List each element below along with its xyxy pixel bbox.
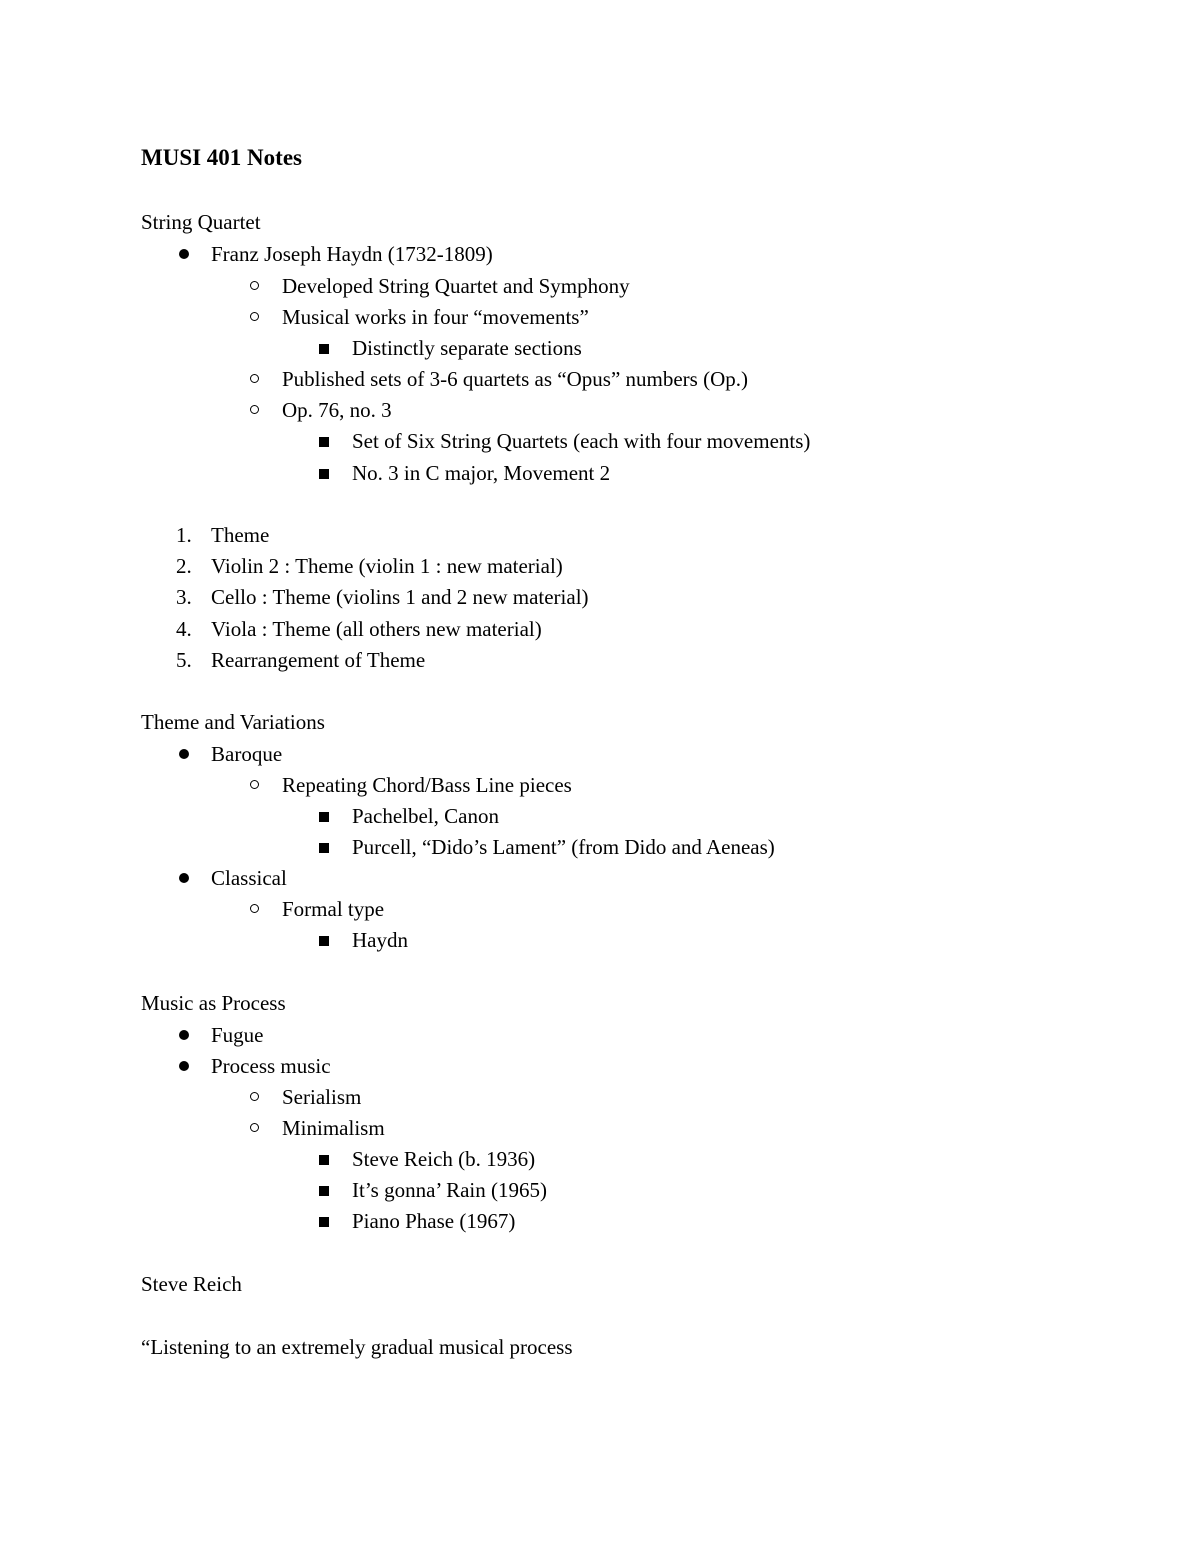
page-title: MUSI 401 Notes [141,145,302,170]
section-heading-theme-variations: Theme and Variations [141,710,325,734]
list-number: 5. [176,648,192,672]
list-item: Formal type [282,896,384,922]
list-item: Serialism [282,1084,361,1110]
bullet-disc-icon [179,873,189,883]
list-number: 2. [176,554,192,578]
section-heading-music-process: Music as Process [141,991,286,1015]
list-item: Fugue [211,1022,264,1048]
bullet-disc-icon [179,1030,189,1040]
bullet-square-icon [319,1155,329,1165]
section-heading-string-quartet: String Quartet [141,210,261,234]
list-item: No. 3 in C major, Movement 2 [352,460,610,486]
bullet-square-icon [319,1217,329,1227]
list-item: Musical works in four “movements” [282,304,589,330]
bullet-circle-icon [250,374,259,383]
list-item: Piano Phase (1967) [352,1208,515,1234]
bullet-circle-icon [250,1123,259,1132]
list-item: Haydn [352,927,408,953]
bullet-square-icon [319,469,329,479]
list-item: Classical [211,865,287,891]
bullet-square-icon [319,936,329,946]
list-item: Op. 76, no. 3 [282,397,392,423]
list-item: Minimalism [282,1115,385,1141]
numbered-item: 4. Viola : Theme (all others new material) [176,617,542,641]
bullet-circle-icon [250,405,259,414]
numbered-item: 2. Violin 2 : Theme (violin 1 : new material) [176,554,563,578]
section-heading-steve-reich: Steve Reich [141,1272,242,1296]
list-item: Franz Joseph Haydn (1732-1809) [211,241,493,267]
bullet-square-icon [319,812,329,822]
bullet-circle-icon [250,780,259,789]
list-item: Developed String Quartet and Symphony [282,273,630,299]
list-item: Process music [211,1053,331,1079]
list-item: Baroque [211,741,282,767]
numbered-item: 3. Cello : Theme (violins 1 and 2 new material) [176,585,589,609]
quote-paragraph: “Listening to an extremely gradual musical process [141,1335,573,1359]
bullet-disc-icon [179,249,189,259]
numbered-item: 5. Rearrangement of Theme [176,648,426,672]
bullet-circle-icon [250,1092,259,1101]
bullet-disc-icon [179,749,189,759]
bullet-circle-icon [250,904,259,913]
list-item: Published sets of 3-6 quartets as “Opus” numbers (Op.) [282,366,748,392]
bullet-disc-icon [179,1061,189,1071]
list-item: Purcell, “Dido’s Lament” (from Dido and Aeneas) [352,834,775,860]
bullet-square-icon [319,843,329,853]
list-number: 3. [176,585,192,609]
list-item: Steve Reich (b. 1936) [352,1146,535,1172]
list-item: It’s gonna’ Rain (1965) [352,1177,547,1203]
list-number: 1. [176,523,192,547]
list-item: Distinctly separate sections [352,335,582,361]
list-item: Repeating Chord/Bass Line pieces [282,772,572,798]
bullet-circle-icon [250,312,259,321]
list-item: Set of Six String Quartets (each with four movements) [352,428,810,454]
list-item: Pachelbel, Canon [352,803,499,829]
bullet-square-icon [319,437,329,447]
numbered-item: 1. Theme [176,523,270,547]
bullet-square-icon [319,1186,329,1196]
list-number: 4. [176,617,192,641]
bullet-circle-icon [250,281,259,290]
bullet-square-icon [319,344,329,354]
